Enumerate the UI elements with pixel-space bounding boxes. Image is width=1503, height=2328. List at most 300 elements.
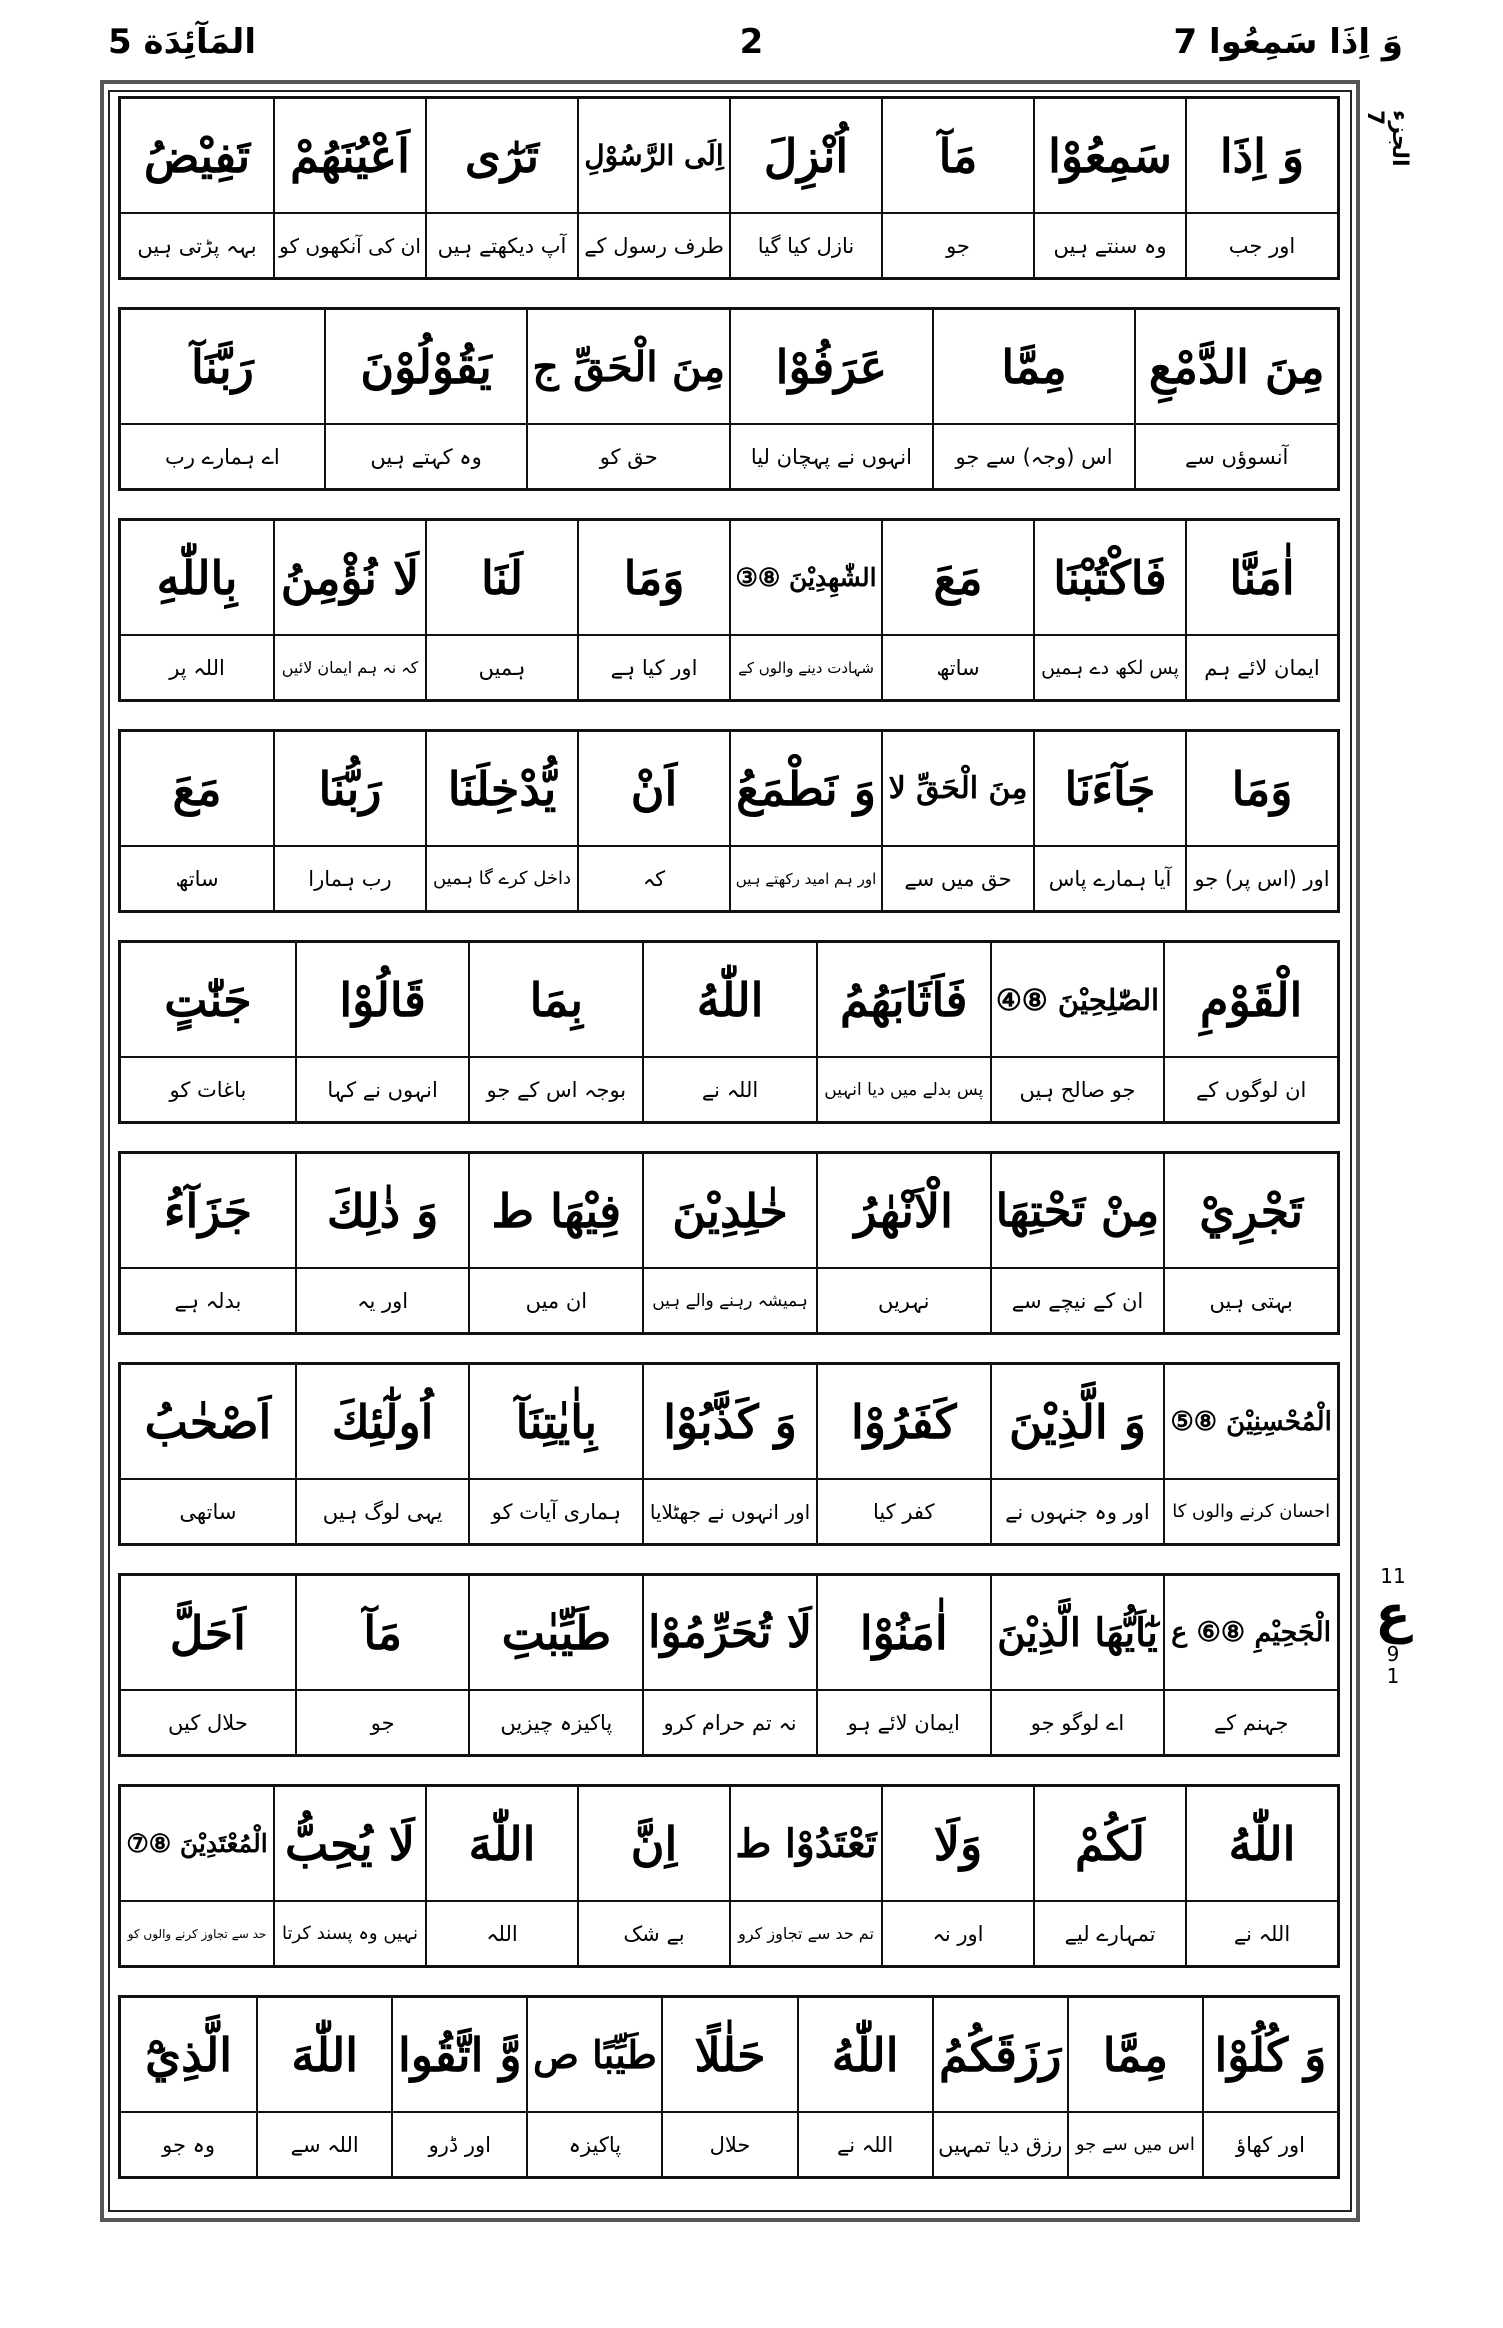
arabic-word-cell [468,1365,642,1478]
arabic-word: وَ الَّذِيْنَ [1008,1394,1146,1449]
urdu-meaning: بوجہ اس کے جو [486,1077,627,1102]
urdu-meaning-cell [121,425,324,488]
arabic-word: وَلَا [933,1816,983,1871]
urdu-meaning-cell [391,2113,526,2176]
arabic-word-cell [729,1787,881,1900]
arabic-word-cell [881,1787,1033,1900]
urdu-meaning-cell [881,636,1033,699]
urdu-meaning: وہ سنتے ہیں [1053,233,1167,258]
arabic-word: اللّٰهَ [291,2027,359,2082]
arabic-word-cell [526,1998,661,2111]
arabic-word-cell [391,1998,526,2111]
urdu-meaning-cell [729,636,881,699]
arabic-word: الْاَنْهٰرُ [854,1183,953,1238]
arabic-word-cell [526,310,729,423]
arabic-word: اَحَلَّ [169,1605,246,1660]
urdu-meaning-cell [295,1058,469,1121]
arabic-word-cell [816,943,990,1056]
urdu-meaning-cell [1185,1902,1337,1965]
arabic-word-row [121,1998,1337,2113]
urdu-meaning: اللہ پر [169,655,225,680]
arabic-word: الشّٰهِدِيْنَ ⑧③ [735,563,877,592]
arabic-word: قَالُوْا [339,972,426,1027]
arabic-word: كَفَرُوْا [850,1394,957,1449]
arabic-word-cell [932,310,1135,423]
arabic-word-cell [1163,943,1337,1056]
urdu-meaning: ساتھ [175,866,219,891]
urdu-meaning-cell [1033,636,1185,699]
urdu-meaning-row [121,214,1337,277]
urdu-meaning-row [121,1058,1337,1121]
arabic-word-row [121,99,1337,214]
urdu-meaning: پاکیزہ چیزیں [500,1710,613,1735]
urdu-meaning: اللہ [486,1921,518,1946]
urdu-meaning-row [121,847,1337,910]
arabic-word-cell [295,1365,469,1478]
urdu-meaning-cell [1033,847,1185,910]
arabic-word-cell [1185,99,1337,212]
urdu-meaning-cell [816,1691,990,1754]
urdu-meaning-row [121,1269,1337,1332]
urdu-meaning: ان لوگوں کے [1195,1077,1307,1102]
arabic-word-cell [273,99,425,212]
urdu-meaning-cell [121,214,273,277]
arabic-word: لَا تُحَرِّمُوْا [648,1607,812,1658]
urdu-meaning-cell [1185,847,1337,910]
urdu-meaning-row [121,1691,1337,1754]
arabic-word: مِنْ تَحْتِهَا [995,1184,1160,1237]
arabic-word-cell [121,1998,256,2111]
arabic-word: مِنَ الْحَقِّ ج [532,342,726,391]
arabic-word-cell [1185,521,1337,634]
verse-row-block [118,1151,1340,1335]
arabic-word-cell [121,1576,295,1689]
arabic-word-cell [1163,1154,1337,1267]
arabic-word-row [121,1154,1337,1269]
urdu-meaning: اور وہ جنہوں نے [1005,1499,1150,1524]
urdu-meaning: کفر کیا [872,1499,935,1524]
urdu-meaning: حد سے تجاوز کرنے والوں کو [127,1926,267,1941]
arabic-word: حَلٰلًا [694,2027,766,2082]
urdu-meaning: اور ہم امید رکھتے ہیں [735,869,877,888]
arabic-word: مِمَّا [1001,339,1067,394]
urdu-meaning: اے ہمارے رب [165,444,280,469]
arabic-word: مِمَّا [1102,2027,1168,2082]
arabic-word-cell [295,1154,469,1267]
urdu-meaning-cell [121,1269,295,1332]
arabic-word-cell [577,99,729,212]
urdu-meaning: نازل کیا گیا [757,233,855,258]
arabic-word: اِلَى الرَّسُوْلِ [584,139,724,172]
urdu-meaning: اور یہ [357,1288,409,1313]
urdu-meaning-cell [881,847,1033,910]
verse-row-block [118,518,1340,702]
arabic-word-cell [256,1998,391,2111]
urdu-meaning-cell [577,1902,729,1965]
urdu-meaning-cell [990,1058,1164,1121]
verse-row-block [118,307,1340,491]
urdu-meaning: اس میں سے جو [1075,2134,1195,2155]
urdu-meaning-cell [729,425,932,488]
urdu-meaning: پس لکھ دے ہمیں [1041,656,1179,679]
arabic-word: الْمُحْسِنِيْنَ ⑧⑤ [1170,1406,1332,1437]
urdu-meaning-cell [816,1269,990,1332]
arabic-word: وَّ اتَّقُوا [397,2027,522,2082]
arabic-word: سَمِعُوْا [1048,128,1172,183]
urdu-meaning-cell [729,1902,881,1965]
urdu-meaning: کہ [642,866,666,891]
arabic-word: تَرٰٓى [464,128,540,183]
urdu-meaning-cell [661,2113,796,2176]
urdu-meaning: اس (وجہ) سے جو [955,444,1113,469]
arabic-word-cell [425,99,577,212]
arabic-word: وَمَا [1231,761,1293,816]
arabic-word: مِنَ الْحَقِّ لا [888,771,1028,806]
arabic-word-cell [729,310,932,423]
arabic-word-row [121,521,1337,636]
arabic-word-cell [1067,1998,1202,2111]
urdu-meaning: اللہ نے [701,1077,759,1102]
urdu-meaning: ہماری آیات کو [491,1499,622,1524]
arabic-word-cell [990,1576,1164,1689]
arabic-word-cell [273,521,425,634]
urdu-meaning: جو [370,1710,395,1735]
arabic-word: بِمَا [529,972,584,1027]
urdu-meaning-cell [425,1902,577,1965]
surah-title: المَآئِدَة 5 [108,22,256,62]
arabic-word-row [121,1576,1337,1691]
urdu-meaning: نہیں وہ پسند کرتا [281,1923,419,1944]
arabic-word-cell [273,1787,425,1900]
arabic-word: اُولٰٓئِكَ [331,1394,434,1449]
arabic-word-cell [1033,521,1185,634]
urdu-meaning-cell [1202,2113,1337,2176]
ruku-number-middle: 9 [1386,1642,1400,1666]
arabic-word: بِاٰيٰتِنَآ [515,1394,598,1449]
arabic-word: اللّٰهُ [1228,1816,1296,1871]
arabic-word-cell [577,1787,729,1900]
arabic-word: رَزَقَكُمُ [939,2027,1062,2082]
urdu-meaning: ایمان لائے ہو [847,1710,960,1735]
arabic-word: فِيْهَا ط [491,1183,622,1238]
urdu-meaning: وہ جو [162,2132,216,2157]
urdu-meaning: جو [946,233,970,258]
urdu-meaning: انہوں نے کہا [327,1077,438,1102]
arabic-word: وَ كَذَّبُوْا [663,1394,797,1449]
urdu-meaning-cell [295,1691,469,1754]
urdu-meaning-cell [468,1691,642,1754]
ruku-number-bottom: 1 [1386,1664,1400,1688]
arabic-word-cell [121,943,295,1056]
arabic-word-cell [1163,1576,1337,1689]
arabic-word: وَ نَطْمَعُ [736,761,876,816]
ruku-number-top: 11 [1380,1564,1406,1588]
urdu-meaning: تمہارے لیے [1064,1921,1156,1946]
arabic-word: رَبَّنَآ [190,339,254,394]
urdu-meaning-cell [273,1902,425,1965]
juz-side-label: الجزء 7 [1362,110,1412,167]
urdu-meaning-row [121,2113,1337,2176]
urdu-meaning: اور (اس پر) جو [1194,866,1330,891]
urdu-meaning-cell [1163,1691,1337,1754]
arabic-word-cell [816,1365,990,1478]
arabic-word-cell [816,1154,990,1267]
arabic-word: عَرَفُوْا [775,339,888,394]
urdu-meaning: ہمیشہ رہنے والے ہیں [652,1291,808,1311]
arabic-word: لَا يُحِبُّ [285,1816,415,1871]
urdu-meaning-cell [881,214,1033,277]
arabic-word: فَاَثَابَهُمُ [840,972,968,1027]
arabic-word-cell [1033,1787,1185,1900]
urdu-meaning-cell [729,847,881,910]
arabic-word: اِنَّ [630,1816,678,1871]
arabic-word-cell [121,732,273,845]
arabic-word-cell [1185,1787,1337,1900]
urdu-meaning: آیا ہمارے پاس [1048,866,1172,891]
urdu-meaning-cell [642,1269,816,1332]
urdu-meaning: ان کی آنکھوں کو [279,233,421,258]
arabic-word-row [121,1365,1337,1480]
urdu-meaning-cell [526,2113,661,2176]
urdu-meaning-cell [1163,1058,1337,1121]
urdu-meaning: اور جب [1228,233,1296,258]
arabic-word: لَا نُؤْمِنُ [280,550,420,605]
urdu-meaning: ان میں [525,1288,588,1313]
urdu-meaning: احسان کرنے والوں کا [1172,1501,1331,1522]
urdu-meaning-row [121,1902,1337,1965]
arabic-word: الَّذِيْٓ [145,2027,233,2082]
urdu-meaning: ساتھی [179,1499,237,1524]
urdu-meaning: وہ کہتے ہیں [370,444,482,469]
urdu-meaning: انہوں نے پہچان لیا [750,444,912,469]
arabic-word-row [121,943,1337,1058]
urdu-meaning-cell [121,2113,256,2176]
urdu-meaning-cell [121,1058,295,1121]
arabic-word-cell [121,521,273,634]
arabic-word-cell [425,1787,577,1900]
urdu-meaning: اور ڈرو [428,2132,492,2157]
urdu-meaning-cell [273,214,425,277]
urdu-meaning-cell [425,636,577,699]
arabic-word: وَ ذٰلِكَ [326,1183,439,1238]
urdu-meaning-cell [881,1902,1033,1965]
arabic-word: جَنّٰتٍ [164,972,252,1027]
arabic-word: اٰمَنَّا [1229,550,1295,605]
arabic-word-cell [642,1576,816,1689]
urdu-meaning-cell [1033,1902,1185,1965]
arabic-word-cell [295,1576,469,1689]
arabic-word-cell [468,943,642,1056]
translation-grid [118,96,1340,2206]
arabic-word-cell [121,1365,295,1478]
urdu-meaning-cell [273,636,425,699]
urdu-meaning: اللہ نے [836,2132,894,2157]
urdu-meaning-cell [121,847,273,910]
arabic-word-row [121,1787,1337,1902]
arabic-word: تَعْتَدُوْا ط [735,1820,877,1867]
urdu-meaning: جہنم کے [1213,1710,1289,1735]
arabic-word: وَ اِذَا [1219,128,1305,183]
urdu-meaning-cell [273,847,425,910]
urdu-meaning-cell [577,214,729,277]
arabic-word-cell [273,732,425,845]
urdu-meaning: بہتی ہیں [1209,1288,1293,1313]
arabic-word-cell [797,1998,932,2111]
arabic-word: وَمَا [623,550,685,605]
arabic-word: اُنْزِلَ [763,128,849,183]
arabic-word-cell [990,1365,1164,1478]
arabic-word: رَبُّنَا [318,761,382,816]
arabic-word: مَآ [938,128,978,183]
urdu-meaning-cell [468,1058,642,1121]
urdu-meaning: اللہ نے [1233,1921,1291,1946]
urdu-meaning-cell [256,2113,391,2176]
arabic-word: خٰلِدِيْنَ [672,1183,788,1238]
page-number: 2 [739,22,764,62]
urdu-meaning-cell [642,1480,816,1543]
arabic-word-cell [642,1154,816,1267]
para-title: وَ اِذَا سَمِعُوا 7 [1173,22,1403,62]
urdu-meaning: کہ نہ ہم ایمان لائیں [281,658,419,677]
arabic-word: اَنْ [630,761,678,816]
arabic-word-cell [1134,310,1337,423]
urdu-meaning-cell [425,214,577,277]
arabic-word: اللّٰهُ [831,2027,899,2082]
urdu-meaning-cell [295,1480,469,1543]
arabic-word: اللّٰهَ [468,1816,536,1871]
urdu-meaning-cell [468,1269,642,1332]
arabic-word-cell [881,521,1033,634]
urdu-meaning-cell [526,425,729,488]
urdu-meaning-cell [1067,2113,1202,2176]
arabic-word-cell [1163,1365,1337,1478]
urdu-meaning-cell [1185,636,1337,699]
urdu-meaning: اور کیا ہے [610,655,698,680]
urdu-meaning: اور نہ [932,1921,984,1946]
urdu-meaning-cell [990,1480,1164,1543]
arabic-word-cell [425,521,577,634]
urdu-meaning-cell [295,1269,469,1332]
urdu-meaning: پس بدلے میں دیا انہیں [824,1080,984,1100]
arabic-word-cell [642,1365,816,1478]
urdu-meaning-row [121,425,1337,488]
arabic-word: الْمُعْتَدِيْنَ ⑧⑦ [126,1829,268,1858]
verse-row-block [118,1573,1340,1757]
arabic-word: طَيِّبًا ص [532,2032,657,2077]
urdu-meaning-cell [990,1269,1164,1332]
urdu-meaning-cell [642,1058,816,1121]
arabic-word-cell [881,732,1033,845]
urdu-meaning: شہادت دینے والوں کے [738,658,874,677]
urdu-meaning: اور انہوں نے جھٹلایا [649,1499,811,1524]
urdu-meaning: طرف رسول کے [584,233,724,258]
arabic-word: مَعَ [933,550,983,605]
arabic-word-cell [121,310,324,423]
arabic-word: يُّدْخِلَنَا [447,761,557,816]
arabic-word: طَيِّبٰتِ [501,1605,612,1660]
arabic-word: اللّٰهُ [696,972,764,1027]
arabic-word-cell [729,99,881,212]
urdu-meaning: حق میں سے [904,866,1012,891]
arabic-word: لَكُمْ [1074,1816,1146,1871]
arabic-word-cell [932,1998,1067,2111]
arabic-word-cell [661,1998,796,2111]
urdu-meaning-cell [324,425,527,488]
arabic-word: لَنَا [481,550,523,605]
arabic-word: بِاللّٰهِ [156,550,238,605]
urdu-meaning: اللہ سے [290,2132,359,2157]
arabic-word: اَعْيُنَهُمْ [290,128,410,183]
urdu-meaning: حق کو [599,444,658,469]
urdu-meaning: ہمیں [478,655,526,680]
urdu-meaning: اور کھاؤ [1235,2132,1305,2157]
urdu-meaning-cell [1185,214,1337,277]
arabic-word-cell [425,732,577,845]
arabic-word: مِنَ الدَّمْعِ [1148,339,1325,394]
arabic-word: الْقَوْمِ [1200,972,1303,1027]
arabic-word-row [121,310,1337,425]
arabic-word: جَزَآءُ [163,1183,253,1238]
urdu-meaning: حلال کیں [168,1710,248,1735]
urdu-meaning: حلال [709,2132,751,2157]
arabic-word-cell [577,732,729,845]
verse-row-block [118,96,1340,280]
urdu-meaning: ایمان لائے ہم [1204,655,1320,680]
urdu-meaning: بہہ پڑتی ہیں [137,233,257,258]
arabic-word: مَعَ [172,761,222,816]
urdu-meaning-cell [468,1480,642,1543]
urdu-meaning: پاکیزہ [568,2132,622,2157]
arabic-word-cell [324,310,527,423]
urdu-meaning: داخل کرے گا ہمیں [432,868,572,889]
arabic-word-cell [881,99,1033,212]
ruku-marker [1366,1564,1420,1688]
arabic-word: وَ كُلُوْا [1214,2027,1327,2082]
urdu-meaning-row [121,636,1337,699]
urdu-meaning-cell [1033,214,1185,277]
arabic-word-cell [990,1154,1164,1267]
arabic-word-cell [729,521,881,634]
urdu-meaning-cell [121,636,273,699]
urdu-meaning-cell [121,1691,295,1754]
verse-row-block [118,940,1340,1124]
urdu-meaning: بے شک [623,1921,685,1946]
urdu-meaning: رزق دیا تمہیں [938,2132,1063,2157]
arabic-word-cell [468,1154,642,1267]
arabic-word: تَجْرِيْ [1199,1183,1304,1238]
urdu-meaning-cell [121,1902,273,1965]
urdu-meaning: اے لوگو جو [1030,1710,1125,1735]
arabic-word: الصّٰلِحِيْنَ ⑧④ [995,982,1160,1017]
arabic-word: تَفِيْضُ [143,128,251,183]
arabic-word: مَآ [363,1605,402,1660]
verse-row-block [118,1784,1340,1968]
arabic-word: الْجَحِيْمِ ⑧⑥ ع [1171,1617,1332,1648]
urdu-meaning: یہی لوگ ہیں [322,1499,443,1524]
urdu-meaning: آپ دیکھتے ہیں [437,233,567,258]
urdu-meaning-cell [577,636,729,699]
arabic-word-cell [1033,99,1185,212]
urdu-meaning-cell [797,2113,932,2176]
urdu-meaning: نہریں [877,1288,930,1313]
urdu-meaning: باغات کو [169,1077,247,1102]
urdu-meaning-cell [932,425,1135,488]
arabic-word-cell [577,521,729,634]
urdu-meaning: ساتھ [936,655,980,680]
arabic-word-cell [295,943,469,1056]
urdu-meaning: بدلہ ہے [174,1288,242,1313]
urdu-meaning-cell [642,1691,816,1754]
